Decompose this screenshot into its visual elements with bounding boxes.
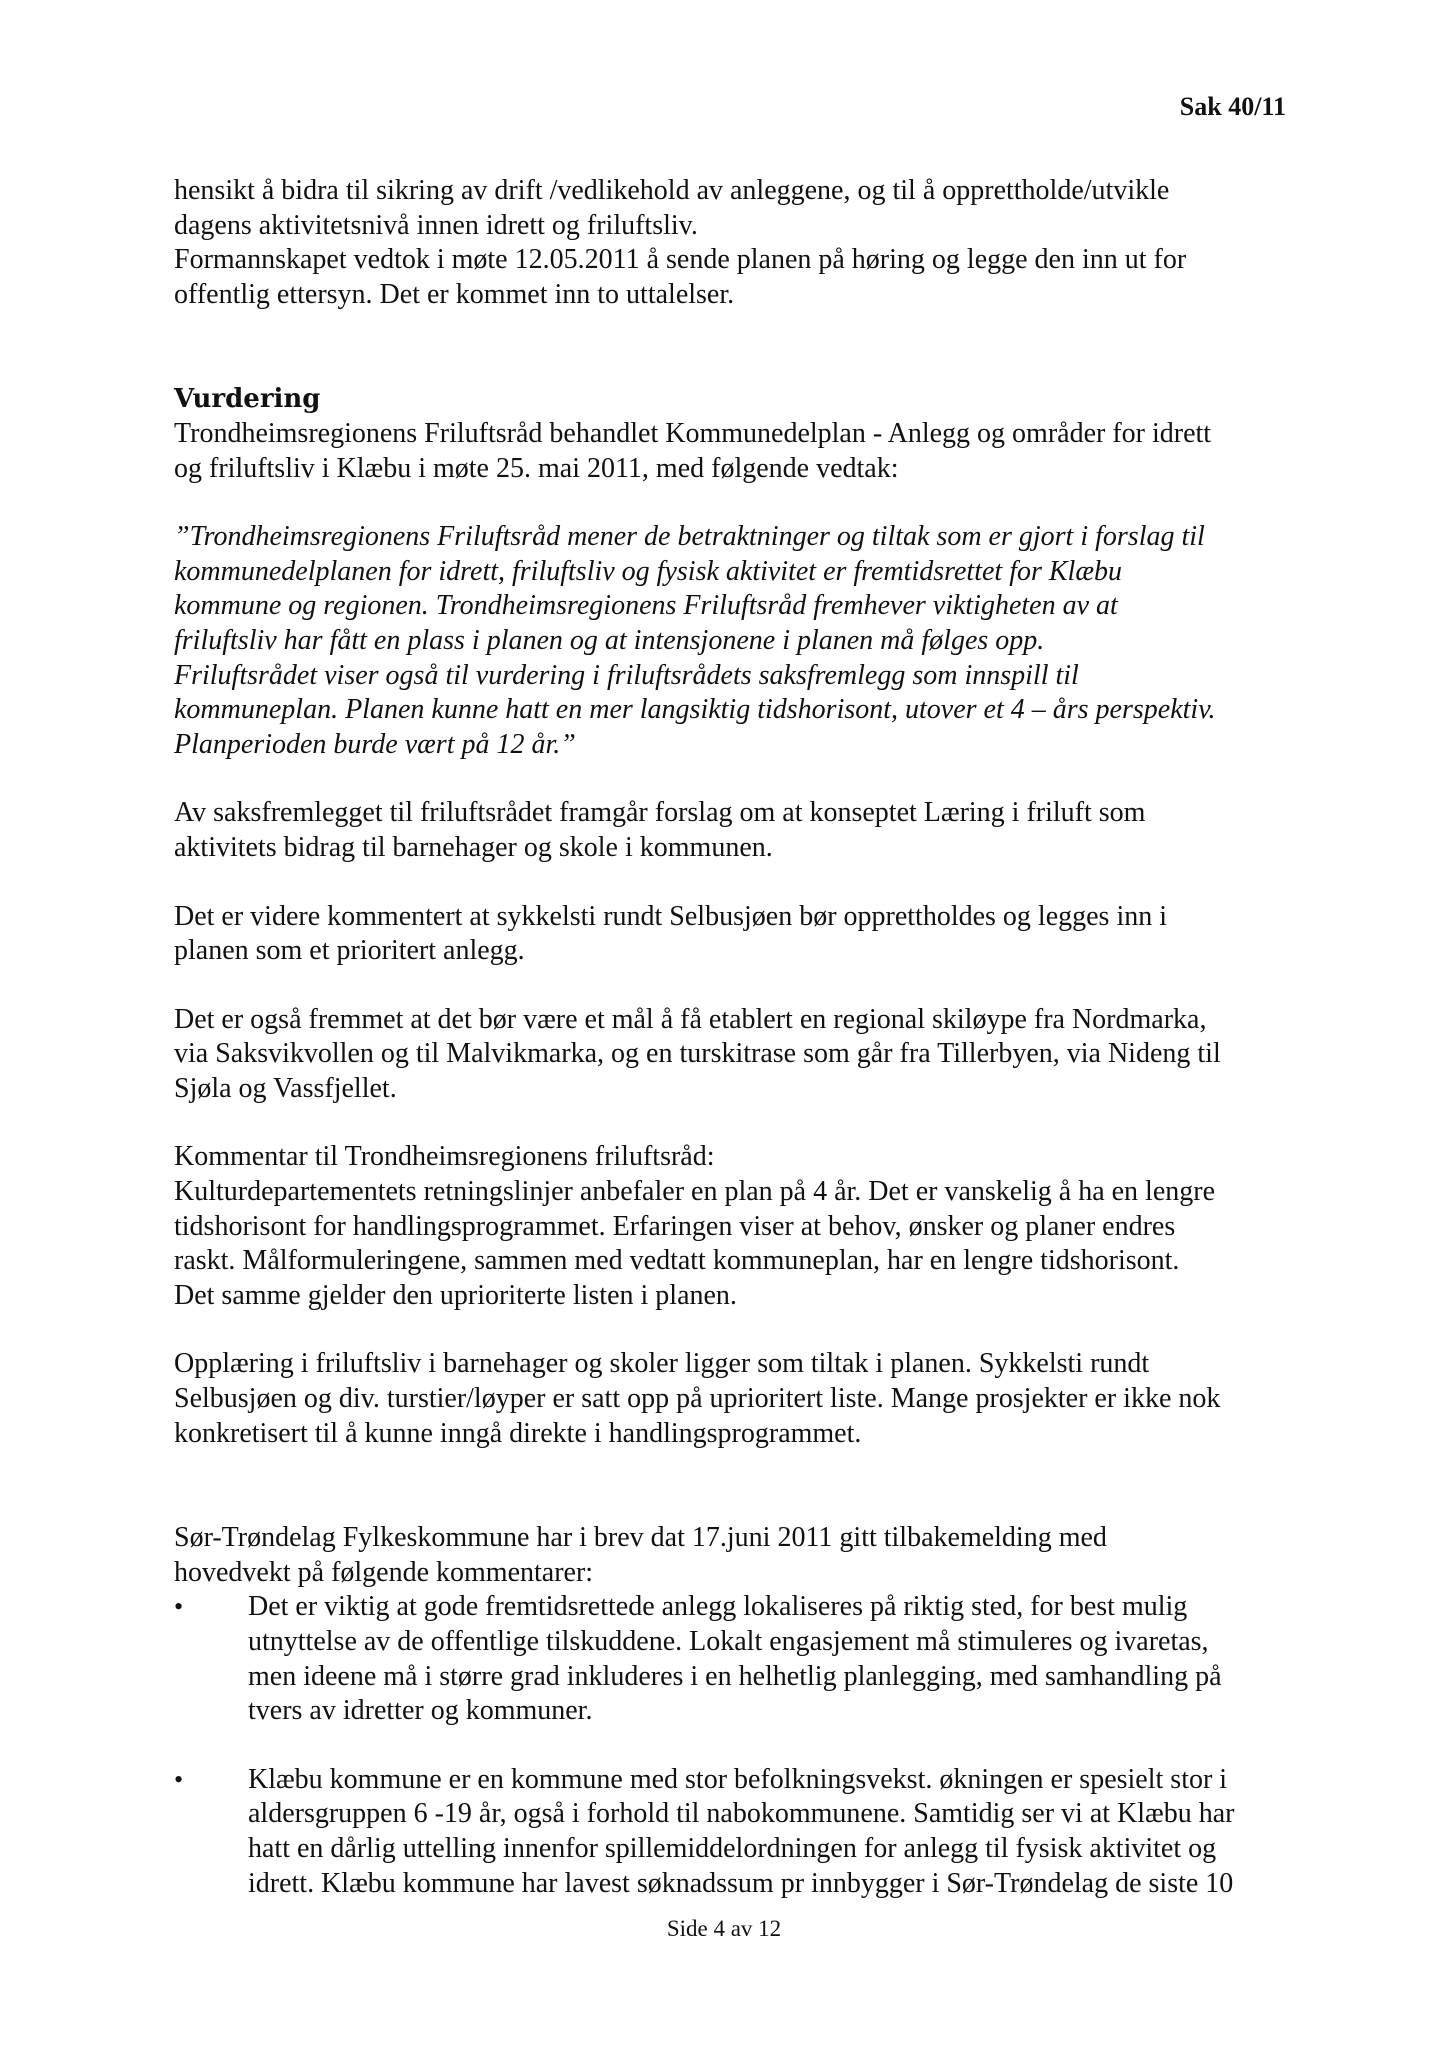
text-line: men ideene må i større grad inkluderes i en helhetlig planlegging, med samhandling på — [248, 1660, 1222, 1692]
text-line: Kommentar til Trondheimsregionens friluftsråd: — [174, 1141, 715, 1173]
text-line: kommune og regionen. Trondheimsregionens Friluftsråd fremhever viktigheten av at — [174, 590, 1118, 622]
section-heading-vurdering: Vurdering — [174, 384, 321, 415]
text-line: Planperioden burde vært på 12 år.” — [174, 728, 576, 760]
case-number: Sak 40/11 — [1179, 92, 1286, 121]
text-line: Selbusjøen og div. turstier/løyper er satt opp på uprioritert liste. Mange prosjekter er ikke nok — [174, 1383, 1221, 1415]
text-line: Sjøla og Vassfjellet. — [174, 1072, 397, 1104]
text-line: og friluftsliv i Klæbu i møte 25. mai 2011, med følgende vedtak: — [174, 452, 899, 484]
text-line: Det er viktig at gode fremtidsrettede anlegg lokaliseres på riktig sted, for best mulig — [248, 1591, 1188, 1623]
text-line: Det er også fremmet at det bør være et mål å få etablert en regional skiløype fra Nordmarka, — [174, 1003, 1207, 1035]
bullet-item — [174, 1763, 1294, 1901]
text-line: ”Trondheimsregionens Friluftsråd mener de betraktninger og tiltak som er gjort i forslag til — [174, 521, 1205, 553]
text-line: planen som et prioritert anlegg. — [174, 935, 525, 967]
text-line: aldersgruppen 6 -19 år, også i forhold til nabokommunene. Samtidig ser vi at Klæbu har — [248, 1798, 1235, 1830]
text-line: via Saksvikvollen og til Malvikmarka, og en turskitrase som går fra Tillerbyen, via Nideng til — [174, 1038, 1221, 1070]
bullet-marker: • — [174, 1764, 184, 1794]
text-line: offentlig ettersyn. Det er kommet inn to uttalelser. — [174, 278, 735, 310]
text-line: hovedvekt på følgende kommentarer: — [174, 1556, 594, 1588]
text-line: Formannskapet vedtok i møte 12.05.2011 å sende planen på høring og legge den inn ut for — [174, 244, 1187, 276]
text-line: Sør-Trøndelag Fylkeskommune har i brev dat 17.juni 2011 gitt tilbakemelding med — [174, 1522, 1107, 1554]
text-line: utnyttelse av de offentlige tilskuddene. Lokalt engasjement må stimuleres og ivaretas, — [248, 1626, 1209, 1657]
paragraph-opplaering — [174, 1347, 1294, 1451]
vurdering-paragraph — [174, 417, 1294, 486]
text-line: hatt en dårlig uttelling innenfor spillemiddelordningen for anlegg til fysisk aktivitet og — [248, 1832, 1217, 1864]
text-line: Trondheimsregionens Friluftsråd behandlet Kommunedelplan - Anlegg og områder for idrett — [174, 417, 1212, 449]
text-line: Det samme gjelder den uprioriterte listen i planen. — [174, 1279, 737, 1311]
bullet-item — [174, 1590, 1294, 1728]
comment-bullet-list — [174, 1590, 1294, 1901]
text-line: Klæbu kommune er en kommune med stor befolkningsvekst. økningen er spesielt stor i — [248, 1763, 1228, 1795]
text-line: friluftsliv har fått en plass i planen og at intensjonene i planen må følges opp. — [174, 624, 1045, 656]
text-line: hensikt å bidra til sikring av drift /vedlikehold av anleggene, og til å opprettholde/utvikle — [174, 175, 1170, 206]
text-line: aktivitets bidrag til barnehager og skole i kommunen. — [174, 831, 773, 863]
paragraph-kommentar — [174, 1140, 1294, 1313]
text-line: Opplæring i friluftsliv i barnehager og skoler ligger som tiltak i planen. Sykkelsti rundt — [174, 1348, 1150, 1380]
text-line: kommuneplan. Planen kunne hatt en mer langsiktig tidshorisont, utover et 4 – års perspektiv. — [174, 694, 1216, 726]
paragraph-laering-i-friluft — [174, 796, 1294, 865]
text-line: tvers av idretter og kommuner. — [248, 1695, 593, 1727]
intro-paragraph — [174, 174, 1294, 312]
text-line: Friluftsrådet viser også til vurdering i friluftsrådets saksfremlegg som innspill til — [174, 659, 1079, 691]
page-number: Side 4 av 12 — [666, 1916, 782, 1941]
paragraph-fylkeskommune — [174, 1521, 1294, 1590]
text-line: idrett. Klæbu kommune har lavest søknadssum pr innbygger i Sør-Trøndelag de siste 10 — [248, 1867, 1234, 1899]
paragraph-skiloype — [174, 1003, 1294, 1107]
quoted-resolution — [174, 520, 1294, 762]
text-line: Det er videre kommentert at sykkelsti rundt Selbusjøen bør opprettholdes og legges inn i — [174, 900, 1168, 932]
text-line: raskt. Målformuleringene, sammen med vedtatt kommuneplan, har en lengre tidshorisont. — [174, 1245, 1180, 1277]
text-line: tidshorisont for handlingsprogrammet. Erfaringen viser at behov, ønsker og planer endres — [174, 1210, 1176, 1242]
text-line: Kulturdepartementets retningslinjer anbefaler en plan på 4 år. Det er vanskelig å ha en lengre — [174, 1176, 1216, 1208]
text-line: Av saksfremlegget til friluftsrådet framgår forslag om at konseptet Læring i friluft som — [174, 797, 1146, 829]
bullet-marker: • — [174, 1592, 184, 1622]
document-body — [174, 174, 1294, 1901]
text-line: dagens aktivitetsnivå innen idrett og friluftsliv. — [174, 209, 698, 241]
paragraph-sykkelsti — [174, 900, 1294, 969]
text-line: kommunedelplanen for idrett, friluftsliv og fysisk aktivitet er fremtidsrettet for Klæbu — [174, 555, 1122, 587]
text-line: konkretisert til å kunne inngå direkte i handlingsprogrammet. — [174, 1417, 862, 1449]
